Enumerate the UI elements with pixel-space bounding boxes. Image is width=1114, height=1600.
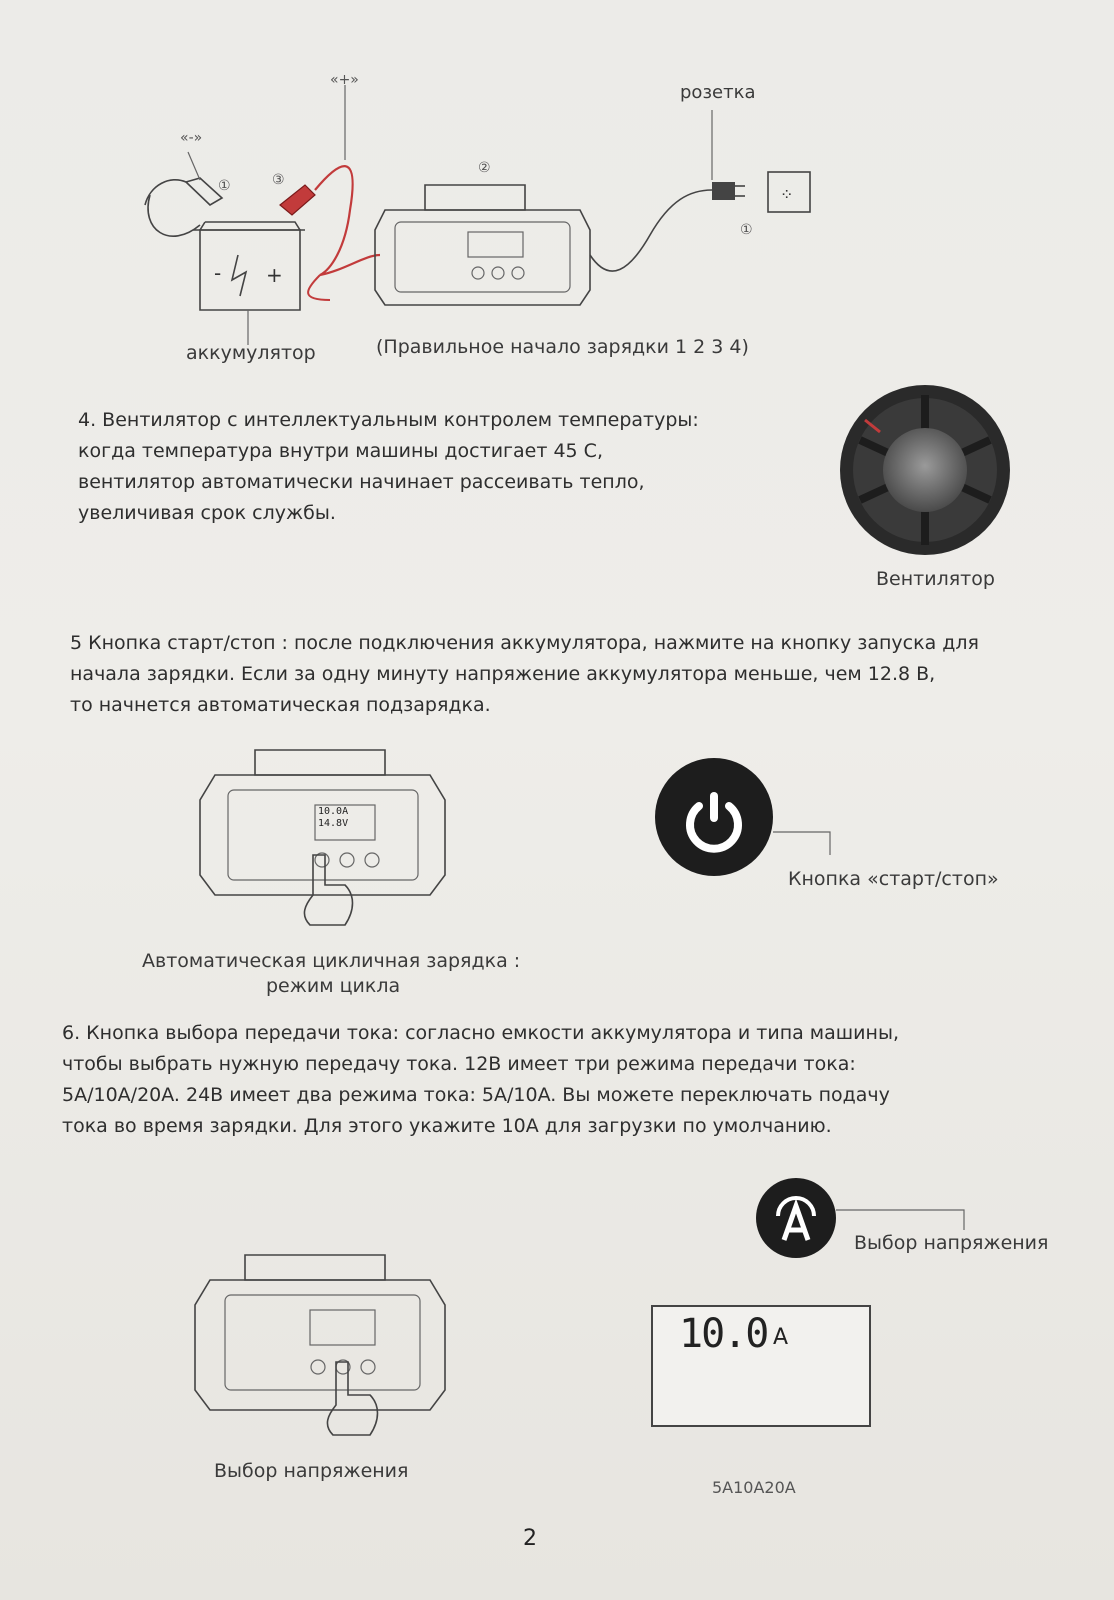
section4-line-1: 4. Вентилятор с интеллектуальным контролем температуры: [78, 409, 699, 431]
section5-line-3: то начнется автоматическая подзарядка. [70, 694, 491, 716]
charging-order-caption: (Правильное начало зарядки 1 2 3 4) [376, 336, 749, 358]
step-4-marker: ① [740, 222, 753, 238]
section6-line-3: 5A/10A/20A. 24В имеет два режима тока: 5A/10A. Вы можете переключать подачу [62, 1084, 890, 1106]
minus-terminal-label: «-» [180, 130, 203, 146]
current-modes-caption: 5A10A20A [712, 1478, 796, 1497]
step-1-marker: ① [218, 178, 231, 194]
mini-display-current: 10.0A [318, 806, 349, 817]
cycle-caption-line-2: режим цикла [266, 975, 401, 997]
plus-terminal-label: «+» [330, 72, 359, 88]
current-select-label: Выбор напряжения [854, 1232, 1049, 1254]
section6-line-1: 6. Кнопка выбора передачи тока: согласно емкости аккумулятора и типа машины, [62, 1022, 899, 1044]
section4-line-4: увеличивая срок службы. [78, 502, 336, 524]
section6-line-2: чтобы выбрать нужную передачу тока. 12В имеет три режима передачи тока: [62, 1053, 856, 1075]
section5-line-2: начала зарядки. Если за одну минуту напряжение аккумулятора меньше, чем 12.8 В, [70, 663, 936, 685]
lcd-current-value: 10.0 [679, 1311, 768, 1357]
device-select-caption: Выбор напряжения [214, 1460, 409, 1482]
section4-line-2: когда температура внутри машины достигает 45 С, [78, 440, 603, 462]
lcd-display [651, 1305, 871, 1427]
svg-text:-: - [214, 261, 222, 285]
section6-line-4: тока во время зарядки. Для этого укажите 10A для загрузки по умолчанию. [62, 1115, 832, 1137]
battery-label: аккумулятор [186, 342, 316, 364]
step-3-marker: ③ [272, 172, 285, 188]
fan-label: Вентилятор [876, 568, 995, 590]
svg-text:⁘: ⁘ [780, 185, 794, 204]
start-stop-label: Кнопка «старт/стоп» [788, 868, 999, 890]
cycle-caption-line-1: Автоматическая цикличная зарядка : [142, 950, 521, 972]
mini-display-voltage: 14.8V [318, 818, 349, 829]
svg-text:+: + [266, 263, 283, 287]
lcd-current-unit: A [773, 1325, 789, 1350]
page-number: 2 [523, 1526, 537, 1551]
section5-line-1: 5 Кнопка старт/стоп : после подключения аккумулятора, нажмите на кнопку запуска для [70, 632, 979, 654]
socket-label: розетка [680, 82, 756, 103]
section4-line-3: вентилятор автоматически начинает рассеивать тепло, [78, 471, 645, 493]
step-2-marker: ② [478, 160, 491, 176]
